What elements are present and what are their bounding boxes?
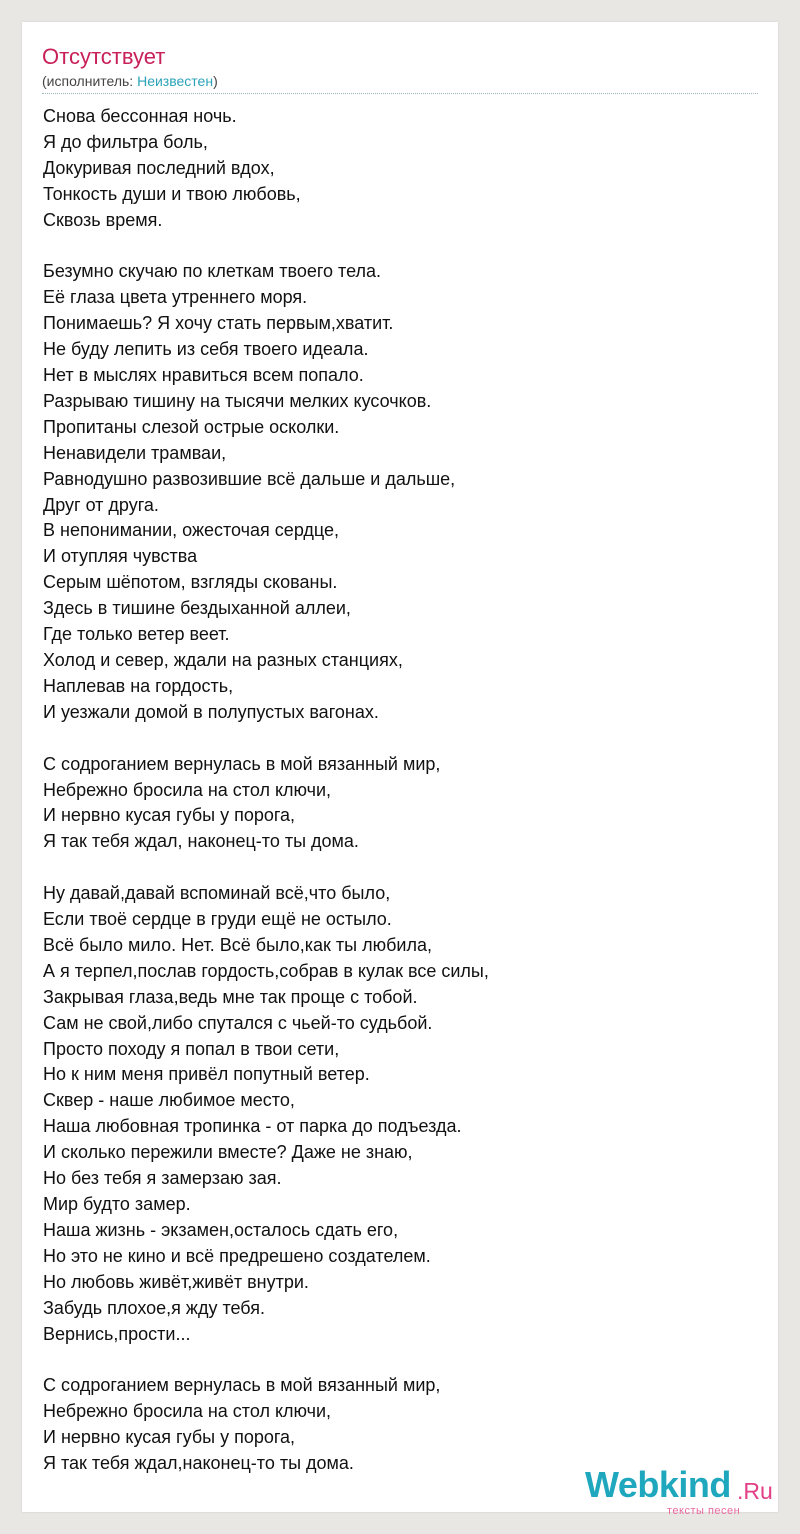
stanza bbox=[43, 1373, 489, 1477]
lyric-line: Серым шёпотом, взгляды скованы. bbox=[43, 572, 338, 593]
lyric-line: Мир будто замер. bbox=[43, 1194, 191, 1215]
lyric-line: Я так тебя ждал, наконец-то ты дома. bbox=[43, 831, 359, 852]
lyric-line: Разрываю тишину на тысячи мелких кусочков. bbox=[43, 390, 432, 411]
lyric-line: Небрежно бросила на стол ключи, bbox=[43, 779, 332, 800]
lyrics-text bbox=[43, 104, 489, 1477]
lyric-line: Сам не свой,либо спутался с чьей-то судьбой. bbox=[43, 1012, 433, 1033]
lyric-line: Безумно скучаю по клеткам твоего тела. bbox=[43, 261, 382, 282]
lyric-line: Всё было мило. Нет. Всё было,как ты любила, bbox=[43, 934, 432, 955]
webkind-logo[interactable] bbox=[585, 1465, 785, 1525]
lyric-line: А я терпел,послав гордость,собрав в кулак все силы, bbox=[43, 960, 489, 981]
lyric-line: Но любовь живёт,живёт внутри. bbox=[43, 1271, 309, 1292]
lyric-line: И отупляя чувства bbox=[43, 546, 198, 567]
lyric-line: Где только ветер веет. bbox=[43, 624, 230, 645]
lyric-line: Ненавидели трамваи, bbox=[43, 442, 227, 463]
logo-tagline: тексты песен bbox=[667, 1505, 741, 1517]
lyric-line: Понимаешь? Я хочу стать первым,хватит. bbox=[43, 313, 394, 334]
artist-suffix: ) bbox=[213, 73, 218, 89]
lyric-line: Сквер - наше любимое место, bbox=[43, 1090, 295, 1111]
lyric-line: Снова бессонная ночь. bbox=[43, 106, 237, 126]
lyric-line: Я до фильтра боль, bbox=[43, 131, 208, 152]
lyric-line: Её глаза цвета утреннего моря. bbox=[43, 287, 308, 308]
lyric-line: В непонимании, ожесточая сердце, bbox=[43, 520, 340, 541]
lyric-line: Равнодушно развозившие всё дальше и дальше, bbox=[43, 468, 456, 489]
stanza bbox=[43, 752, 489, 856]
lyric-line: Наплевав на гордость, bbox=[43, 675, 234, 696]
lyric-line: Не буду лепить из себя твоего идеала. bbox=[43, 339, 369, 360]
song-title: Отсутствует bbox=[42, 44, 166, 69]
logo-tld: .Ru bbox=[737, 1478, 773, 1504]
divider bbox=[42, 93, 758, 94]
lyric-line: Закрывая глаза,ведь мне так проще с тобой. bbox=[43, 986, 418, 1007]
lyric-line: Друг от друга. bbox=[43, 494, 159, 515]
lyric-line: Наша любовная тропинка - от парка до подъезда. bbox=[43, 1116, 462, 1137]
stanza bbox=[43, 104, 489, 234]
lyric-line: Но без тебя я замерзаю зая. bbox=[43, 1168, 282, 1189]
lyric-line: Небрежно бросила на стол ключи, bbox=[43, 1401, 332, 1422]
lyric-line: Тонкость души и твою любовь, bbox=[43, 183, 301, 204]
lyric-line: Ну давай,давай вспоминай всё,что было, bbox=[43, 883, 391, 904]
lyric-line: Нет в мыслях нравиться всем попало. bbox=[43, 365, 364, 386]
lyric-line: Я так тебя ждал,наконец-то ты дома. bbox=[43, 1453, 354, 1474]
stanza bbox=[43, 881, 489, 1347]
artist-line bbox=[42, 72, 218, 90]
lyrics-card bbox=[22, 22, 778, 1517]
lyric-line: И уезжали домой в полупустых вагонах. bbox=[43, 701, 379, 722]
lyric-line: Забудь плохое,я жду тебя. bbox=[43, 1297, 265, 1318]
lyric-line: Пропитаны слезой острые осколки. bbox=[43, 416, 340, 437]
logo-word: Webkind bbox=[585, 1464, 731, 1505]
lyric-line: Докуривая последний вдох, bbox=[43, 157, 275, 178]
lyric-line: Но это не кино и всё предрешено создателем. bbox=[43, 1245, 431, 1266]
stanza bbox=[43, 259, 489, 725]
lyric-line: И нервно кусая губы у порога, bbox=[43, 805, 296, 826]
lyric-line: Здесь в тишине бездыханной аллеи, bbox=[43, 598, 351, 619]
artist-prefix: (исполнитель: bbox=[42, 73, 138, 89]
lyric-line: С содроганием вернулась в мой вязанный мир, bbox=[43, 1375, 441, 1396]
lyric-line: Если твоё сердце в груди ещё не остыло. bbox=[43, 909, 392, 930]
lyric-line: С содроганием вернулась в мой вязанный мир, bbox=[43, 753, 441, 774]
lyric-line: Сквозь время. bbox=[43, 209, 163, 230]
lyric-line: Вернись,прости... bbox=[43, 1323, 191, 1344]
lyric-line: Наша жизнь - экзамен,осталось сдать его, bbox=[43, 1219, 399, 1240]
lyric-line: Просто походу я попал в твои сети, bbox=[43, 1038, 340, 1059]
lyric-line: Но к ним меня привёл попутный ветер. bbox=[43, 1064, 370, 1085]
lyric-line: И нервно кусая губы у порога, bbox=[43, 1427, 296, 1448]
artist-link[interactable]: Неизвестен bbox=[137, 73, 214, 89]
lyric-line: Холод и север, ждали на разных станциях, bbox=[43, 650, 403, 671]
lyric-line: И сколько пережили вместе? Даже не знаю, bbox=[43, 1142, 413, 1163]
